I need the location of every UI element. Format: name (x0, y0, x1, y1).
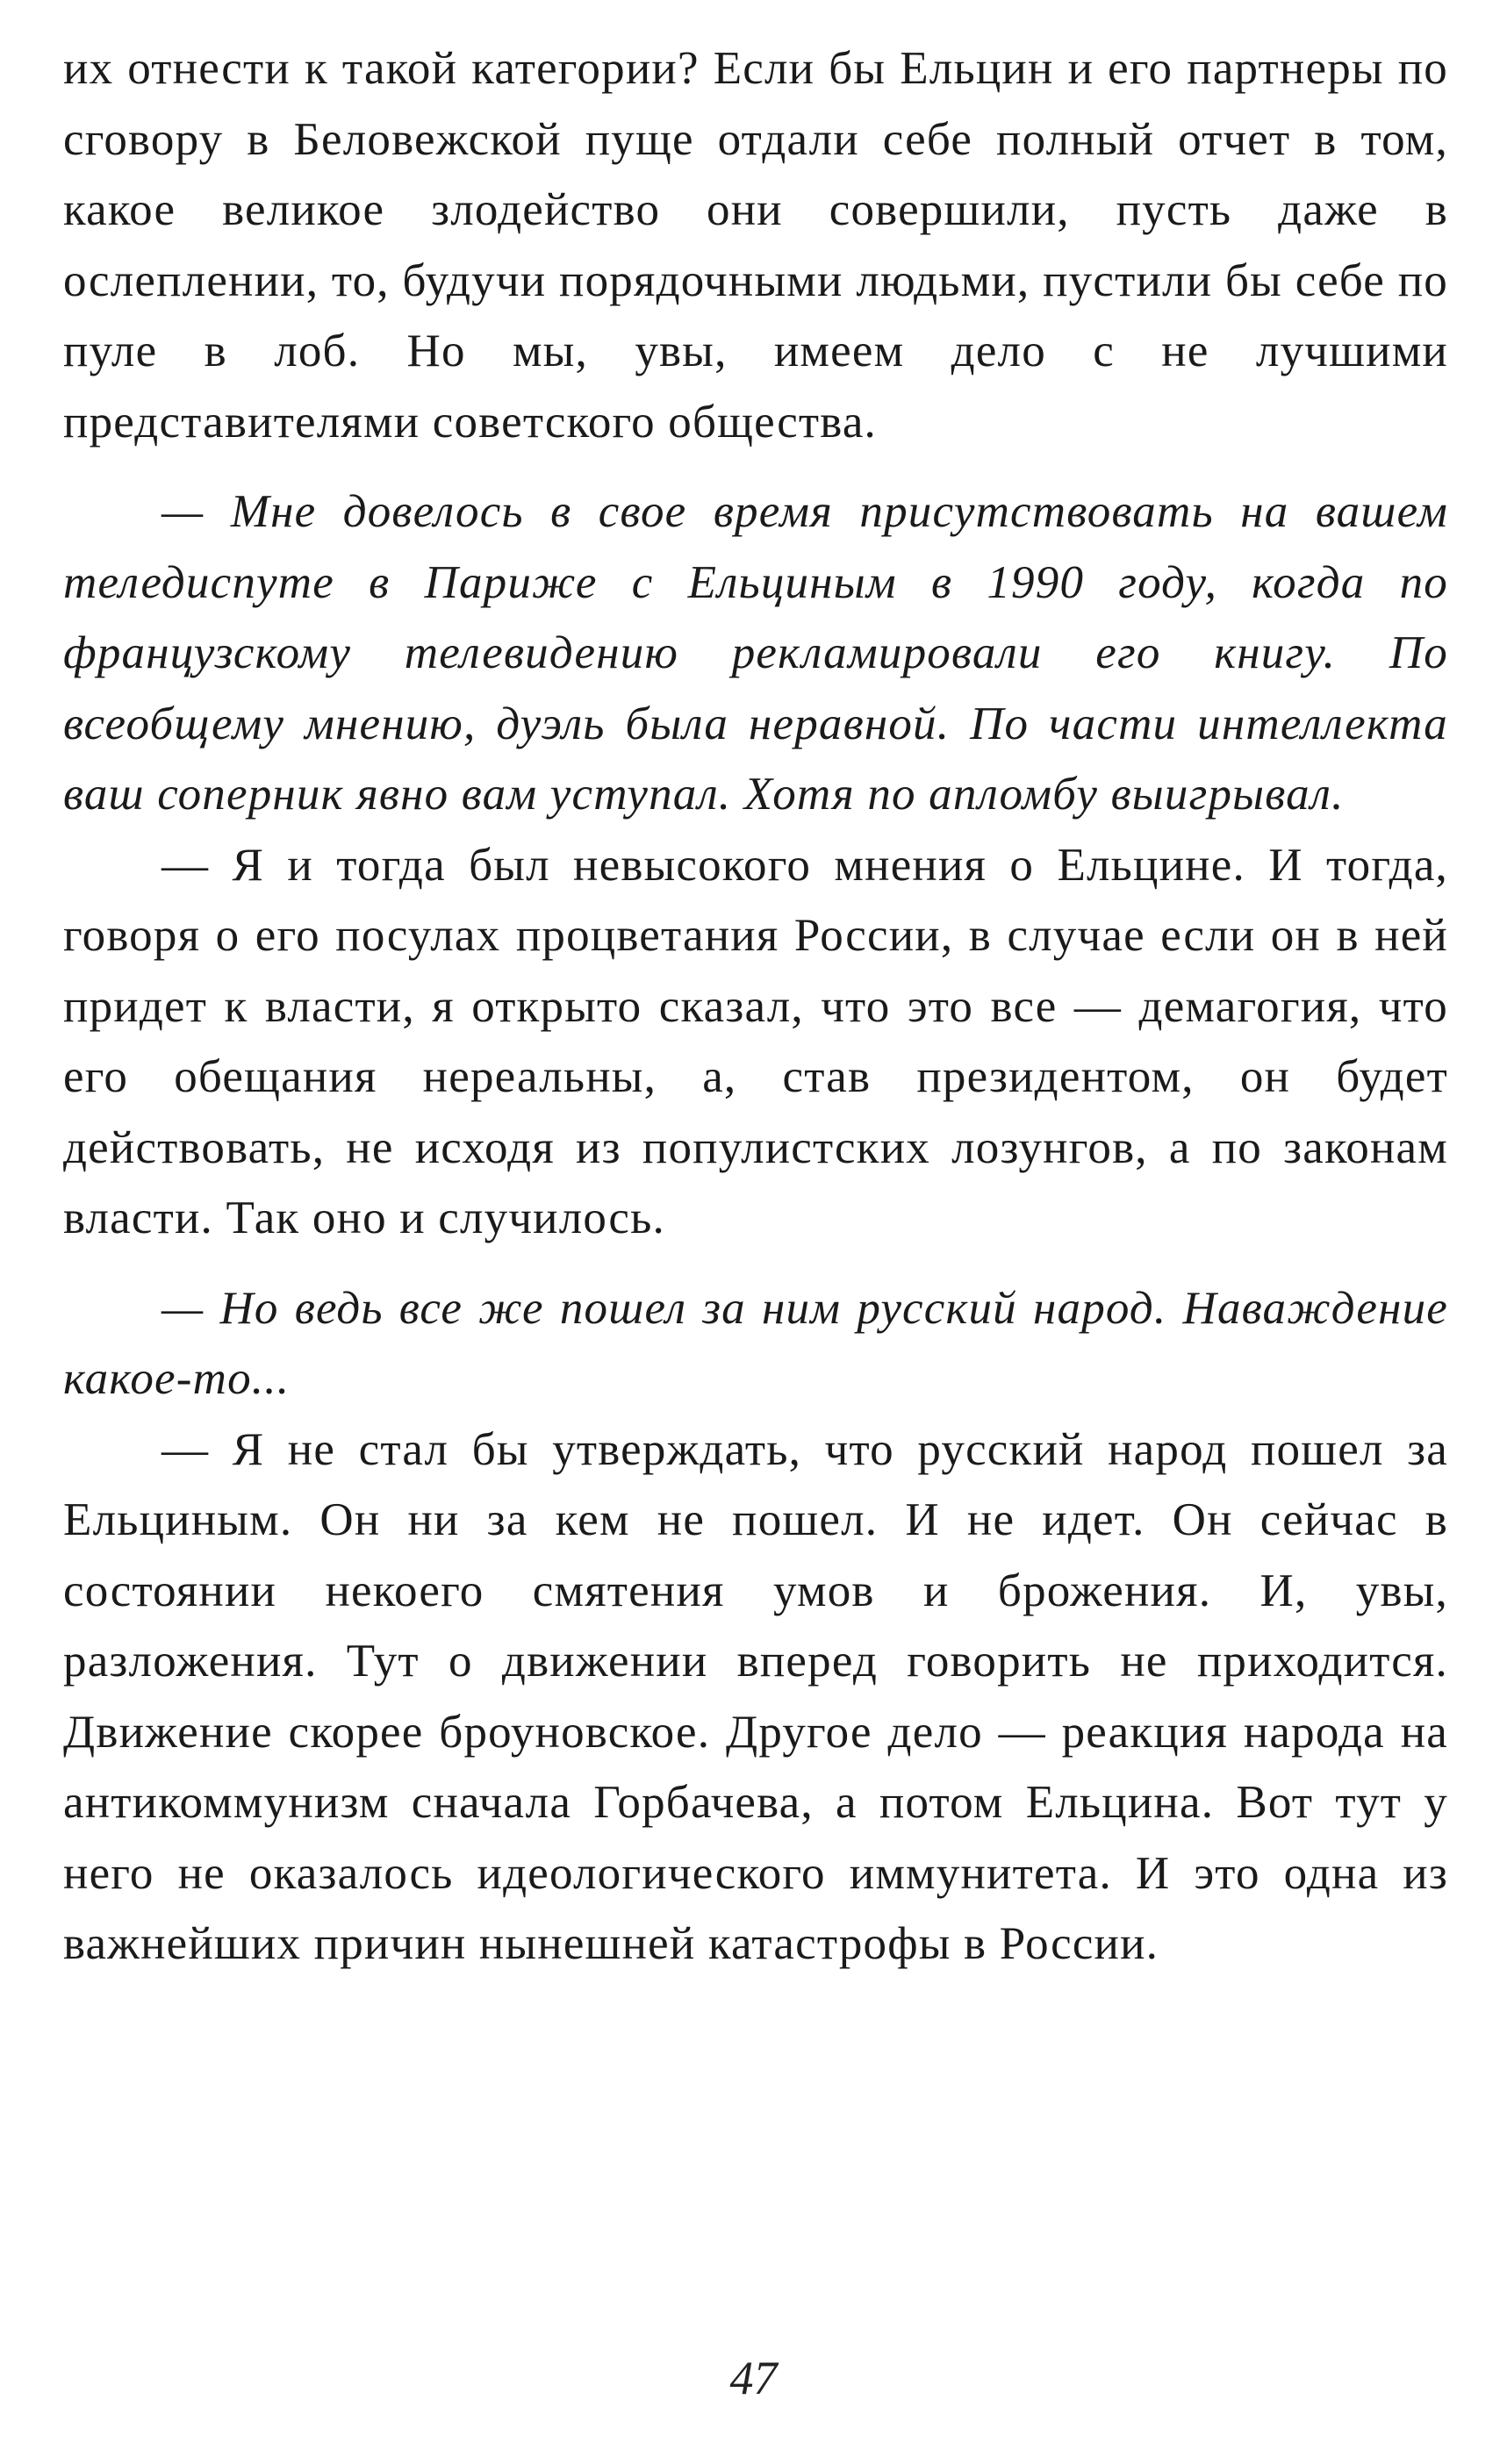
paragraph-question-1: — Мне довелось в свое время присутствовать на вашем теледиспуте в Париже с Ельциным в 1990 году, когда по французскому телевидению рекламировали его книгу. По всеобщему мнению, дуэль была неравной. По части интеллекта ваш соперник явно вам уступал. Хотя по апломбу выигрывал. (63, 486, 1448, 820)
paragraph-answer-1: — Я и тогда был невысокого мнения о Ельцине. И тогда, говоря о его посулах процветания России, в случае если он в ней придет к власти, я открыто сказал, что это все — демагогия, что его обещания нереальны, а, став президентом, он будет действовать, не исходя из популистских лозунгов, а по законам власти. Так оно и случилось. (63, 839, 1448, 1243)
page-body (63, 33, 1448, 1980)
paragraph-answer-2: — Я не стал бы утверждать, что русский народ пошел за Ельциным. Он ни за кем не пошел. И не идет. Он сейчас в состоянии некоего смятения умов и брожения. И, увы, разложения. Тут о движении вперед говорить не приходится. Движение скорее броуновское. Другое дело — реакция народа на антикоммунизм сначала Горбачева, а потом Ельцина. Вот тут у него не оказалось идеологического иммунитета. И это одна из важнейших причин нынешней катастрофы в России. (63, 1423, 1448, 1969)
paragraph-answer-continuation: их отнести к такой категории? Если бы Ельцин и его партнеры по сговору в Беловежской пуще отдали себе полный отчет в том, какое великое злодейство они совершили, пусть даже в ослеплении, то, будучи порядочными людьми, пустили бы себе по пуле в лоб. Но мы, увы, имеем дело с не лучшими представителями советского общества. (63, 43, 1448, 448)
paragraph-question-2: — Но ведь все же пошел за ним русский народ. Наваждение какое-то... (63, 1282, 1448, 1404)
page-number: 47 (729, 2352, 778, 2404)
